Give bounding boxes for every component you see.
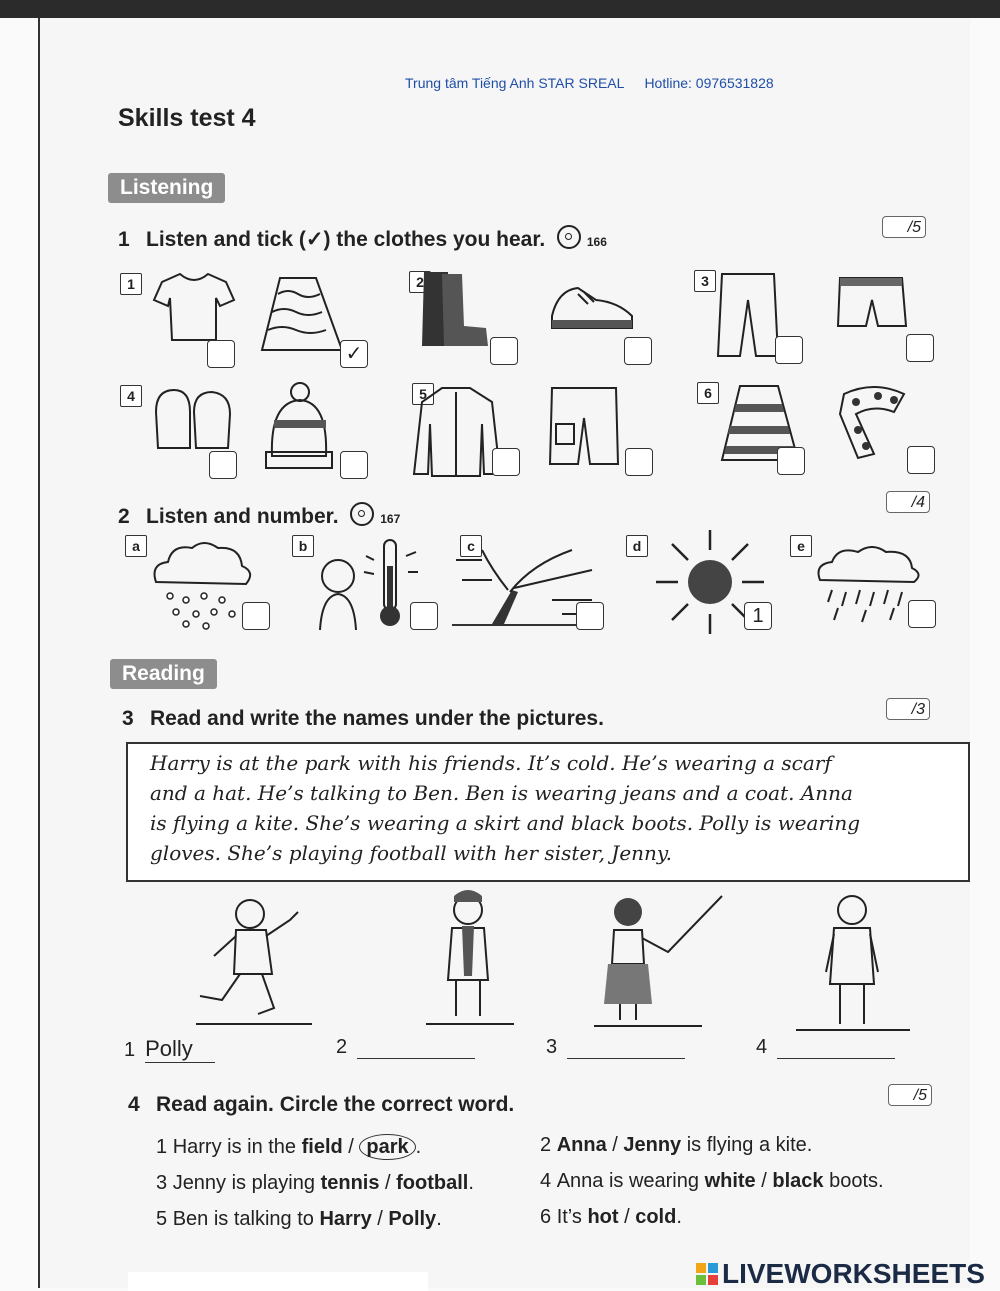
answer-number: 1 [124,1039,136,1061]
story-text [150,748,940,868]
tshirt-picture [150,268,240,348]
number-box-c[interactable] [576,602,604,630]
answer-3-input[interactable] [567,1038,685,1059]
q2-number: 2 [118,505,130,528]
liveworksheets-logo[interactable] [696,1258,985,1290]
jacket-picture [412,384,502,480]
number-box-a[interactable] [242,602,270,630]
q2-picture-e-label: e [790,535,812,557]
page-title: Skills test 4 [118,104,256,132]
girl-with-kite-picture [592,890,732,1032]
q1-group-5-label: 5 [412,383,434,405]
answer-4-input[interactable] [777,1038,895,1059]
q4-item-6 [540,1206,682,1229]
tick-box-boots[interactable] [490,337,518,365]
q2-heading [118,502,400,529]
separator: / [618,1206,636,1228]
item-number: 1 [156,1136,168,1158]
tick-box-shorts[interactable] [906,334,934,362]
tick-box-trainers[interactable] [624,337,652,365]
item-text: Ben is talking to [172,1208,314,1230]
q1-track: 166 [586,235,607,249]
q2-instruction: Listen and number. [146,505,339,528]
option-tennis[interactable]: tennis [320,1172,380,1194]
number-box-b[interactable] [410,602,438,630]
q4-item-2 [540,1134,812,1157]
tick-box-gloves[interactable] [209,451,237,479]
item-text-end: . [676,1206,682,1228]
item-text: It’s [556,1206,582,1228]
option-hot[interactable]: hot [587,1206,619,1228]
tick-box-hat[interactable] [340,451,368,479]
number-box-d[interactable]: 1 [744,602,772,630]
trainers-picture [548,276,638,336]
option-jenny[interactable]: Jenny [623,1134,682,1156]
q3-number: 3 [122,707,134,730]
boots-picture [414,268,494,352]
story-line: and a hat. He’s talking to Ben. Ben is wearing jeans and a coat. Anna [150,781,853,805]
logo-grid-icon [696,1263,718,1285]
q1-group-6-label: 6 [697,382,719,404]
girl-running-picture [186,890,316,1030]
q2-track: 167 [380,512,401,526]
q3-score-box[interactable]: /3 [886,698,930,720]
q1-group-3-label: 3 [694,270,716,292]
q3-instruction: Read and write the names under the pictures. [150,707,604,730]
q4-item-5 [156,1208,442,1231]
item-text-end: is flying a kite. [681,1134,813,1156]
answer-1-value[interactable]: Polly [145,1036,215,1063]
separator: / [606,1134,624,1156]
tick-box-skirt[interactable]: ✓ [340,340,368,368]
q1-group-4-label: 4 [120,385,142,407]
tick-box-cargo-shorts[interactable] [625,448,653,476]
q3-heading [122,707,604,731]
option-polly[interactable]: Polly [388,1208,437,1230]
q2-picture-c-label: c [460,535,482,557]
answer-3 [546,1036,685,1059]
center-name: Trung tâm Tiếng Anh STAR SREAL [405,75,625,91]
q4-number: 4 [128,1093,140,1116]
shorts-picture [834,274,910,332]
q4-item-4 [540,1170,884,1193]
answer-1 [124,1036,215,1063]
separator: / [342,1136,360,1158]
answer-number: 3 [546,1036,558,1058]
item-number: 4 [540,1170,552,1192]
separator: / [379,1172,397,1194]
q2-picture-d-label: d [626,535,648,557]
option-football[interactable]: football [396,1172,469,1194]
cd-icon [557,225,581,249]
q4-item-1 [156,1136,421,1159]
q1-group-2-label: 2 [409,271,431,293]
answer-2 [336,1036,475,1059]
story-line: Harry is at the park with his friends. It’s cold. He’s wearing a scarf [150,751,832,775]
gloves-picture [150,382,236,456]
skirt-picture [258,272,348,357]
option-field[interactable]: field [301,1136,343,1158]
q4-item-3 [156,1172,474,1195]
q4-instruction: Read again. Circle the correct word. [156,1093,515,1116]
number-box-e[interactable] [908,600,936,628]
trousers-picture [714,270,784,360]
item-text-end: boots. [823,1170,884,1192]
bottom-white-strip [128,1272,428,1291]
answer-number: 2 [336,1036,348,1058]
tick-box-tshirt[interactable] [207,340,235,368]
boy-with-scarf-picture [418,886,518,1032]
q2-score-box[interactable]: /4 [886,491,930,513]
story-line: is flying a kite. She’s wearing a skirt and black boots. Polly is wearing [150,811,861,835]
q1-number: 1 [118,228,130,251]
option-white[interactable]: white [704,1170,756,1192]
boy-in-coat-picture [790,888,914,1034]
item-text: Harry is in the [172,1136,297,1158]
answer-2-input[interactable] [357,1038,475,1059]
cargo-shorts-picture [546,384,622,470]
tick-box-trousers[interactable] [775,336,803,364]
item-text: Anna is wearing [556,1170,699,1192]
scan-top-edge [0,0,1000,18]
answer-number: 4 [756,1036,768,1058]
reading-section-label: Reading [110,659,217,689]
tick-box-scarf[interactable] [907,446,935,474]
item-number: 6 [540,1206,552,1228]
item-text-end: . [415,1136,422,1158]
center-header [405,75,774,91]
option-park-circled[interactable]: park [359,1134,415,1160]
cd-icon [350,502,374,526]
q1-heading [118,225,607,252]
item-number: 2 [540,1134,552,1156]
tick-box-jacket[interactable] [492,448,520,476]
q1-group-1-label: 1 [120,273,142,295]
item-text: Jenny is playing [172,1172,315,1194]
item-text-end: . [436,1208,442,1230]
q2-picture-b-label: b [292,535,314,557]
q2-picture-a-label: a [125,535,147,557]
story-line: gloves. She’s playing football with her sister, Jenny. [150,841,672,865]
item-number: 5 [156,1208,168,1230]
listening-section-label: Listening [108,173,225,203]
separator: / [755,1170,773,1192]
scarf-picture [834,384,914,462]
logo-text: LIVEWORKSHEETS [722,1258,985,1289]
hotline: Hotline: 0976531828 [644,75,774,91]
q4-score-box[interactable]: /5 [888,1084,932,1106]
item-text-end: . [468,1172,474,1194]
tick-box-striped-skirt[interactable] [777,447,805,475]
option-cold[interactable]: cold [635,1206,677,1228]
option-black[interactable]: black [772,1170,824,1192]
hot-weather-picture [312,536,422,632]
q1-score-box[interactable]: /5 [882,216,926,238]
q1-instruction: Listen and tick (✓) the clothes you hear. [146,228,546,251]
separator: / [371,1208,389,1230]
item-number: 3 [156,1172,168,1194]
option-anna[interactable]: Anna [556,1134,607,1156]
answer-4 [756,1036,895,1059]
q4-heading [128,1093,514,1117]
option-harry[interactable]: Harry [319,1208,372,1230]
woolly-hat-picture [260,380,336,472]
